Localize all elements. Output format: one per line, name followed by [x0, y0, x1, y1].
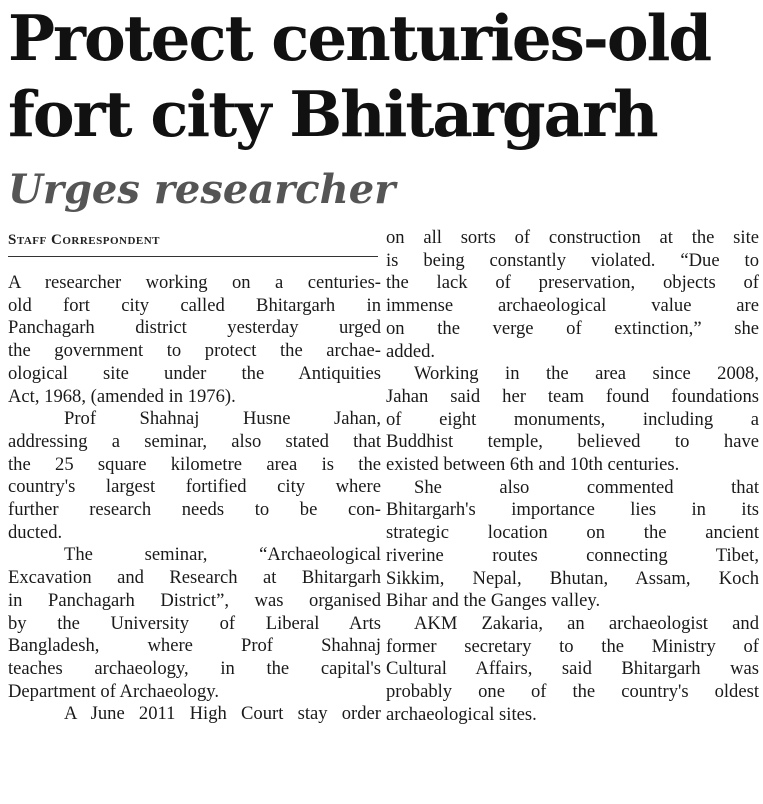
text-line: on all sorts of construction at the site: [386, 227, 759, 248]
text-line: Working in the area since 2008,: [414, 363, 759, 385]
text-line: existed between 6th and 10th centuries.: [386, 454, 680, 476]
text-line: Buddhist temple, believed to have: [386, 431, 759, 453]
text-line: old fort city called Bhitargarh in: [8, 294, 381, 316]
text-line: Jahan said her team found foundations: [386, 385, 759, 407]
text-line: strategic location on the ancient: [386, 522, 759, 544]
text-line: Bangladesh, where Prof Shahnaj: [8, 635, 381, 657]
left-column: [8, 272, 381, 726]
text-line: She also commented that: [414, 476, 759, 498]
text-line: teaches archaeology, in the capital's: [8, 657, 381, 679]
text-line: Cultural Affairs, said Bhitargarh was: [386, 658, 759, 680]
text-line: added.: [386, 340, 436, 362]
text-line: The seminar, “Archaeological: [64, 544, 381, 566]
text-line: the government to protect the archae-: [8, 340, 381, 362]
text-line: former secretary to the Ministry of: [386, 635, 759, 657]
right-column: [386, 227, 759, 726]
headline: [8, 0, 758, 152]
text-line: Bhitargarh's importance lies in its: [386, 499, 759, 521]
text-line: Bihar and the Ganges valley.: [386, 590, 601, 612]
paragraph: [386, 613, 759, 727]
byline: Staff Correspondent: [8, 232, 161, 248]
text-line: the lack of preservation, objects of: [386, 272, 759, 294]
text-line: Act, 1968, (amended in 1976).: [8, 385, 236, 407]
text-line: Sikkim, Nepal, Bhutan, Assam, Koch: [386, 567, 759, 589]
text-line: the 25 square kilometre area is the: [8, 453, 381, 475]
text-line: Department of Archaeology.: [8, 680, 219, 702]
text-line: country's largest fortified city where: [8, 476, 381, 498]
text-line: of eight monuments, including a: [386, 408, 759, 430]
paragraph: [8, 408, 381, 544]
text-line: further research needs to be con-: [8, 499, 381, 521]
text-line: A researcher working on a centuries-: [8, 272, 381, 293]
text-line: Prof Shahnaj Husne Jahan,: [64, 408, 381, 430]
text-line: AKM Zakaria, an archaeologist and: [414, 612, 759, 634]
paragraph: [386, 227, 759, 363]
paragraph: [386, 363, 759, 477]
text-line: ological site under the Antiquities: [8, 362, 381, 384]
text-line: on the verge of extinction,” she: [386, 317, 759, 339]
text-line: ducted.: [8, 521, 63, 543]
text-line: is being constantly violated. “Due to: [386, 249, 759, 271]
paragraph: [8, 272, 381, 408]
paragraph: [386, 477, 759, 613]
headline-line-1: Protect centuries-old: [8, 1, 711, 75]
headline-line-2: fort city Bhitargarh: [8, 77, 657, 151]
paragraph: [8, 544, 381, 703]
text-line: immense archaeological value are: [386, 295, 759, 317]
text-line: archaeological sites.: [386, 703, 537, 725]
subheadline: Urges researcher: [8, 166, 396, 213]
text-line: Excavation and Research at Bhitargarh: [8, 567, 381, 589]
text-line: in Panchagarh District”, was organised: [8, 589, 381, 611]
text-line: A June 2011 High Court stay order: [64, 703, 381, 725]
text-line: by the University of Liberal Arts: [8, 612, 381, 634]
byline-divider: [8, 256, 378, 257]
text-line: riverine routes connecting Tibet,: [386, 544, 759, 566]
text-line: probably one of the country's oldest: [386, 681, 759, 703]
text-line: Panchagarh district yesterday urged: [8, 317, 381, 339]
text-line: addressing a seminar, also stated that: [8, 430, 381, 452]
paragraph: [8, 703, 381, 726]
